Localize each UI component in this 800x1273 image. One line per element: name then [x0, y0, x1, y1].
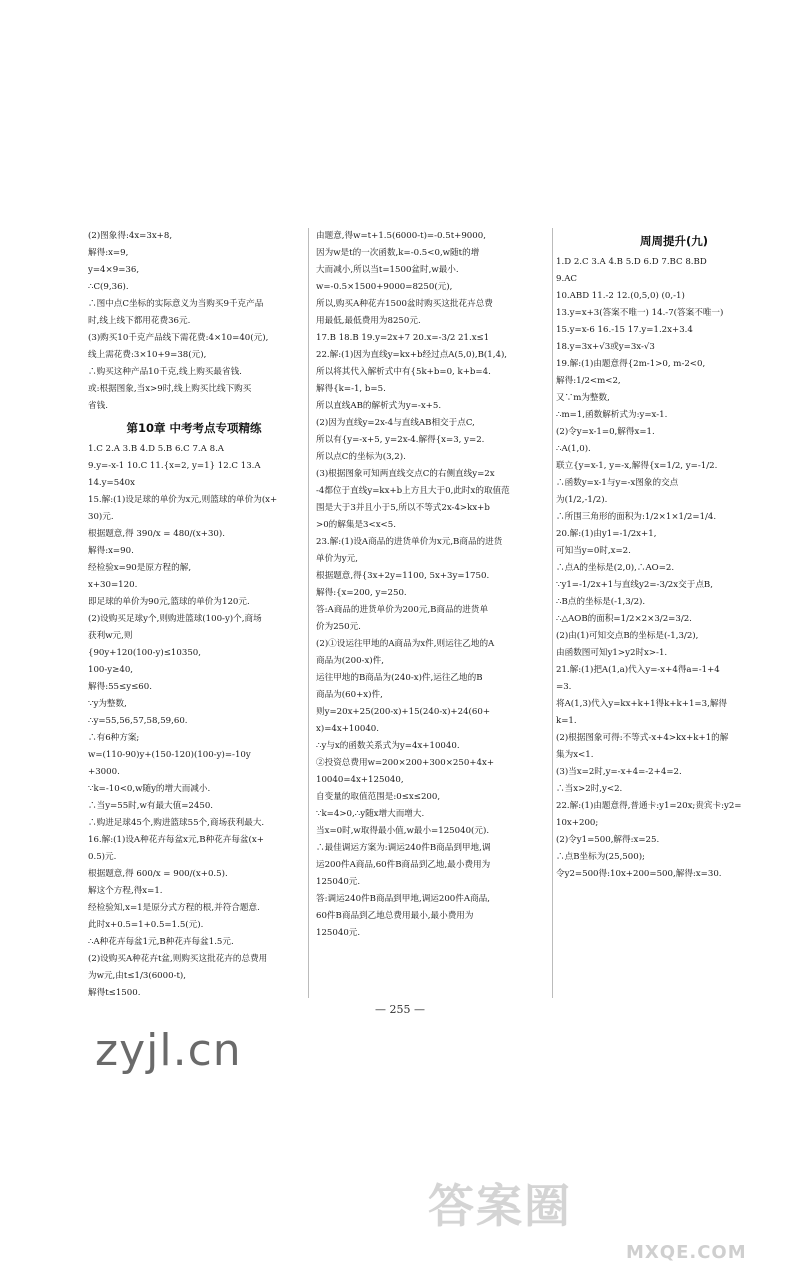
answer-line: ∴A(1,0). — [556, 444, 591, 454]
answer-line: w=(110-90)y+(150-120)(100-y)=-10y — [88, 750, 251, 760]
answer-line: 9.y=-x-1 10.C 11.{x=2, y=1} 12.C 13.A — [88, 461, 261, 471]
answer-line: 根据题意,得{3x+2y=1100, 5x+3y=1750. — [316, 571, 490, 581]
answer-line: 所以将其代入解析式中有{5k+b=0, k+b=4. — [316, 367, 491, 377]
column-right — [556, 228, 792, 883]
answer-line: ∴所围三角形的面积为:1/2×1×1/2=1/4. — [556, 512, 717, 522]
answer-line: 或:根据图象,当x>9时,线上购买比线下购买 — [88, 384, 252, 394]
answer-line: 将A(1,3)代入y=kx+k+1得k+k+1=3,解得 — [556, 699, 728, 709]
answer-line: ∴点A的坐标是(2,0),∴AO=2. — [556, 563, 675, 573]
answer-line: ∴点B坐标为(25,500); — [556, 852, 645, 862]
column-middle — [316, 228, 548, 942]
answer-line: -4都位于直线y=kx+b上方且大于0,此时x的取值范 — [316, 486, 510, 496]
answer-line: 15.解:(1)设足球的单价为x元,则篮球的单价为(x+ — [88, 495, 278, 505]
answer-line: ∵k=4>0,∴y随x增大而增大. — [316, 809, 425, 819]
answer-line: 运往甲地的B商品为(240-x)件,运往乙地的B — [316, 673, 483, 683]
column-left — [88, 228, 300, 1002]
answer-line: 1.C 2.A 3.B 4.D 5.B 6.C 7.A 8.A — [88, 444, 225, 454]
answer-line: 经检验x=90是原方程的解, — [88, 563, 192, 573]
answer-line: ∵k=-10<0,w随y的增大而减小. — [88, 784, 211, 794]
answer-line: (3)根据图象可知两直线交点C的右侧直线y=2x — [316, 469, 495, 479]
answer-line: 则y=20x+25(200-x)+15(240-x)+24(60+ — [316, 707, 491, 717]
answer-line: 运200件A商品,60件B商品到乙地,最小费用为 — [316, 860, 491, 870]
answer-line: 此时x+0.5=1+0.5=1.5(元). — [88, 920, 204, 930]
answer-line: (2)①设运往甲地的A商品为x件,则运往乙地的A — [316, 639, 495, 649]
answer-line: 根据题意,得 390/x = 480/(x+30). — [88, 529, 225, 539]
answer-line: w=-0.5×1500+9000=8250(元), — [316, 282, 453, 292]
column-divider — [308, 228, 309, 998]
answer-line: 根据题意,得 600/x = 900/(x+0.5). — [88, 869, 228, 879]
answer-line: (2)设购买A种花卉t盆,则购买这批花卉的总费用 — [88, 954, 268, 964]
answer-line: 商品为(60+x)件, — [316, 690, 383, 700]
answer-line: 10.ABD 11.-2 12.(0,5,0) (0,-1) — [556, 291, 685, 301]
answer-line: 14.y=540x — [88, 478, 135, 488]
answer-line: 又∵m为整数, — [556, 393, 610, 403]
answer-line: 20.解:(1)由y1=-1/2x+1, — [556, 529, 657, 539]
answer-line: ∴y=55,56,57,58,59,60. — [88, 716, 188, 726]
answer-line: ②投资总费用w=200×200+300×250+4x+ — [316, 758, 495, 768]
answer-line: ∴m=1,函数解析式为:y=x-1. — [556, 410, 668, 420]
answer-line: (2)图象得:4x=3x+8, — [88, 231, 173, 241]
chapter-title: 第10章 中考考点专项精练 — [126, 421, 262, 435]
answer-line: 125040元. — [316, 928, 361, 938]
answer-line: 125040元. — [316, 877, 361, 887]
answer-line: 可知当y=0时,x=2. — [556, 546, 631, 556]
answer-line: y=4×9=36, — [88, 265, 140, 275]
answer-line: >0的解集是3<x<5. — [316, 520, 396, 530]
answer-line: 解这个方程,得x=1. — [88, 886, 163, 896]
answer-line: 所以点C的坐标为(3,2). — [316, 452, 406, 462]
answer-line: (2)因为直线y=2x-4与直线AB相交于点C, — [316, 418, 475, 428]
answer-line: +3000. — [88, 767, 120, 777]
answer-line: 1.D 2.C 3.A 4.B 5.D 6.D 7.BC 8.BD — [556, 257, 707, 267]
answer-line: 即足球的单价为90元,篮球的单价为120元. — [88, 597, 250, 607]
column-divider — [552, 228, 553, 998]
answer-line: 当x=0时,w取得最小值,w最小=125040(元). — [316, 826, 490, 836]
answer-line: ∴当x>2时,y<2. — [556, 784, 623, 794]
answer-line: ∴购进足球45个,购进篮球55个,商场获利最大. — [88, 818, 265, 828]
answer-line: (2)令y=x-1=0,解得x=1. — [556, 427, 655, 437]
answer-line: 100-y≥40, — [88, 665, 134, 675]
answer-line: ∵y1=-1/2x+1与直线y2=-3/2x交于点B, — [556, 580, 713, 590]
answer-line: 30)元. — [88, 512, 114, 522]
answer-line: 10040=4x+125040, — [316, 775, 404, 785]
answer-line: {90y+120(100-y)≤10350, — [88, 648, 201, 658]
answer-line: 10x+200; — [556, 818, 599, 828]
answer-line: 由函数图可知y1>y2时x>-1. — [556, 648, 668, 658]
answer-line: ∴y与x的函数关系式为y=4x+10040. — [316, 741, 460, 751]
answer-line: 线上需花费:3×10+9=38(元), — [88, 350, 207, 360]
answer-line: (2)设购买足球y个,则购进篮球(100-y)个,商场 — [88, 614, 262, 624]
answer-line: 因为w是t的一次函数,k=-0.5<0,w随t的增 — [316, 248, 480, 258]
answer-line: ∴函数y=x-1与y=-x图象的交点 — [556, 478, 679, 488]
answer-line: 17.B 18.B 19.y=2x+7 20.x=-3/2 21.x≤1 — [316, 333, 490, 343]
answer-line: 解得:x=9, — [88, 248, 129, 258]
answer-line: (2)由(1)可知交点B的坐标是(-1,3/2), — [556, 631, 699, 641]
answer-line: 22.解:(1)由题意得,普通卡:y1=20x;贵宾卡:y2= — [556, 801, 742, 811]
answer-line: 经检验知,x=1是原分式方程的根,并符合题意. — [88, 903, 260, 913]
answer-line: ∴最佳调运方案为:调运240件B商品到甲地,调 — [316, 843, 491, 853]
answer-line: 解得t≤1500. — [88, 988, 141, 998]
answer-line: (3)当x=2时,y=-x+4=-2+4=2. — [556, 767, 682, 777]
answer-line: =3. — [556, 682, 572, 692]
watermark-zyjl: zyjl.cn — [95, 1025, 242, 1076]
answer-line: 单价为y元, — [316, 554, 358, 564]
answer-line: 解得:1/2<m<2, — [556, 376, 621, 386]
page-number: — 255 — — [375, 1003, 425, 1016]
answer-line: 令y2=500得:10x+200=500,解得:x=30. — [556, 869, 722, 879]
answer-line: ∴B点的坐标是(-1,3/2). — [556, 597, 646, 607]
answer-line: 60件B商品到乙地总费用最小,最小费用为 — [316, 911, 474, 921]
answer-line: 解得{k=-1, b=5. — [316, 384, 386, 394]
answer-line: (2)令y1=500,解得:x=25. — [556, 835, 660, 845]
answer-line: ∴图中点C坐标的实际意义为当购买9千克产品 — [88, 299, 264, 309]
watermark-mxqe: MXQE.COM — [626, 1242, 747, 1263]
answer-line: 为w元,由t≤1/3(6000-t), — [88, 971, 187, 981]
answer-line: ∴购买这种产品10千克,线上购买最省钱. — [88, 367, 242, 377]
answer-line: 0.5)元. — [88, 852, 117, 862]
answer-line: 16.解:(1)设A种花卉每盆x元,B种花卉每盆(x+ — [88, 835, 264, 845]
answer-line: ∴C(9,36). — [88, 282, 129, 292]
answer-line: 9.AC — [556, 274, 577, 284]
answer-line: ∵y为整数, — [88, 699, 127, 709]
answer-block-top — [88, 228, 300, 415]
answer-line: ∴有6种方案; — [88, 733, 140, 743]
watermark-answer-circle: 答案圈 — [428, 1179, 572, 1233]
answer-line: 由题意,得w=t+1.5(6000-t)=-0.5t+9000, — [316, 231, 486, 241]
answer-line: 19.解:(1)由题意得{2m-1>0, m-2<0, — [556, 359, 706, 369]
answer-line: ∴当y=55时,w有最大值=2450. — [88, 801, 214, 811]
answer-line: 答:调运240件B商品到甲地,调运200件A商品, — [316, 894, 490, 904]
answer-line: 用最低,最低费用为8250元. — [316, 316, 421, 326]
answer-line: 时,线上线下都用花费36元. — [88, 316, 191, 326]
answer-line: 23.解:(1)设A商品的进货单价为x元,B商品的进货 — [316, 537, 503, 547]
answer-line: 联立{y=x-1, y=-x,解得{x=1/2, y=-1/2. — [556, 461, 718, 471]
answer-line: 解得:x=90. — [88, 546, 134, 556]
answer-line: 22.解:(1)因为直线y=kx+b经过点A(5,0),B(1,4), — [316, 350, 508, 360]
answer-line: 15.y=x-6 16.-15 17.y=1.2x+3.4 — [556, 325, 693, 335]
answer-line: (2)根据图象可得:不等式-x+4>kx+k+1的解 — [556, 733, 729, 743]
answer-line: 解得:{x=200, y=250. — [316, 588, 407, 598]
answer-line: 自变量的取值范围是:0≤x≤200, — [316, 792, 441, 802]
answer-line: 所以直线AB的解析式为y=-x+5. — [316, 401, 442, 411]
answer-line: 获利w元,则 — [88, 631, 133, 641]
answer-line: x+30=120. — [88, 580, 138, 590]
answer-line: 答:A商品的进货单价为200元,B商品的进货单 — [316, 605, 489, 615]
answer-line: 解得:55≤y≤60. — [88, 682, 152, 692]
answer-block-right — [556, 254, 792, 883]
section-title-weekly: 周周提升(九) — [639, 234, 708, 248]
answer-line: 18.y=3x+√3或y=3x-√3 — [556, 342, 655, 352]
answer-line: 为(1/2,-1/2). — [556, 495, 608, 505]
answer-line: 所以有{y=-x+5, y=2x-4.解得{x=3, y=2. — [316, 435, 485, 445]
answer-line: k=1. — [556, 716, 577, 726]
answer-line: ∴A种花卉每盆1元,B种花卉每盆1.5元. — [88, 937, 234, 947]
answer-line: x)=4x+10040. — [316, 724, 379, 734]
answer-line: ∴△AOB的面积=1/2×2×3/2=3/2. — [556, 614, 692, 624]
answer-line: 省钱. — [88, 401, 108, 411]
answer-line: (3)购买10千克产品线下需花费:4×10=40(元), — [88, 333, 269, 343]
answer-line: 商品为(200-x)件, — [316, 656, 384, 666]
answer-line: 集为x<1. — [556, 750, 594, 760]
answer-line: 价为250元. — [316, 622, 361, 632]
answer-line: 所以,购买A种花卉1500盆时购买这批花卉总费 — [316, 299, 493, 309]
answer-line: 大而减小,所以当t=1500盆时,w最小. — [316, 265, 459, 275]
answer-line: 13.y=x+3(答案不唯一) 14.-7(答案不唯一) — [556, 308, 724, 318]
answer-block-middle — [316, 228, 548, 942]
answer-line: 21.解:(1)把A(1,a)代入y=-x+4得a=-1+4 — [556, 665, 720, 675]
answer-block-chapter10 — [88, 441, 300, 1002]
answer-line: 围是大于3并且小于5,所以不等式2x-4>kx+b — [316, 503, 490, 513]
